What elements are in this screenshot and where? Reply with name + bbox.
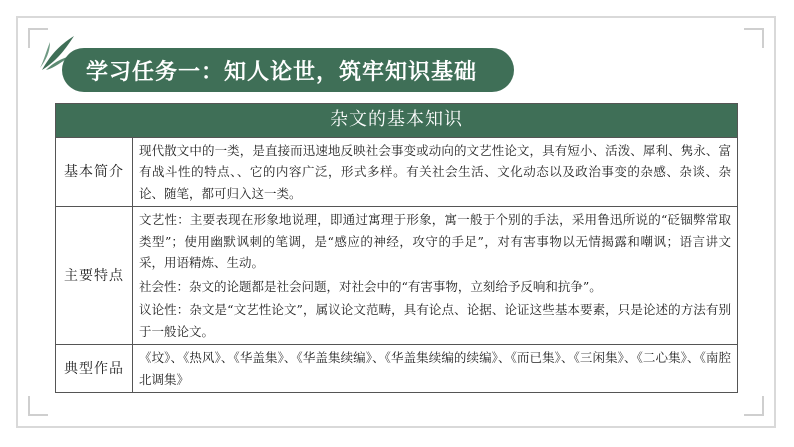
table-header: 杂文的基本知识 [56,104,738,138]
frame-corner-top-right [744,28,764,48]
row-content-works [133,345,738,393]
works-list: 《坟》、《热风》、《华盖集》、《华盖集续编》、《华盖集续编的续编》、《而已集》、《三闲集》、《二心集》、《南腔北调集》 [139,350,731,387]
table-header-row [56,104,738,138]
table-row-features [56,207,738,345]
intro-paragraph: 现代散文中的一类，是直接而迅速地反映社会事变或动向的文艺性论文，具有短小、活泼、犀利、隽永、富有战斗性的特点、、它的内容广泛，形式多样。有关社会生活、文化动态以及政治事变的杂感、杂谈、杂论、随笔，都可归入这一类。 [139,142,731,201]
frame-corner-bottom-right [744,396,764,416]
row-label-works: 典型作品 [56,345,133,393]
knowledge-table [55,103,738,393]
feature-social: 社会性：杂文的论题都是社会问题，对社会中的“有害事物，立刻给予反响和抗争”。 [139,278,602,294]
knowledge-table-container [55,103,738,393]
feature-literary: 文艺性：主要表现在形象地说理，即通过寓理于形象，寓一般于个别的手法，采用鲁迅所说的“砭锢弊常取类型”；使用幽默讽刺的笔调，是“感应的神经，攻守的手足”，对有害事物以无情揭露和嘲讽；语言讲文采，用语精炼、生动。 [139,212,731,271]
row-label-intro: 基本简介 [56,137,133,207]
row-content-features [133,207,738,345]
section-title-bar [62,48,514,92]
row-label-features: 主要特点 [56,207,133,345]
row-content-intro [133,137,738,207]
section-title: 学习任务一：知人论世，筑牢知识基础 [86,59,478,85]
frame-corner-bottom-left [28,396,48,416]
feature-argumentative: 议论性：杂文是“文艺性论文”，属议论文范畴，具有论点、论据、论证这些基本要素，只是论述的方法有别于一般论文。 [139,302,731,339]
table-row-works [56,345,738,393]
table-row-intro [56,137,738,207]
